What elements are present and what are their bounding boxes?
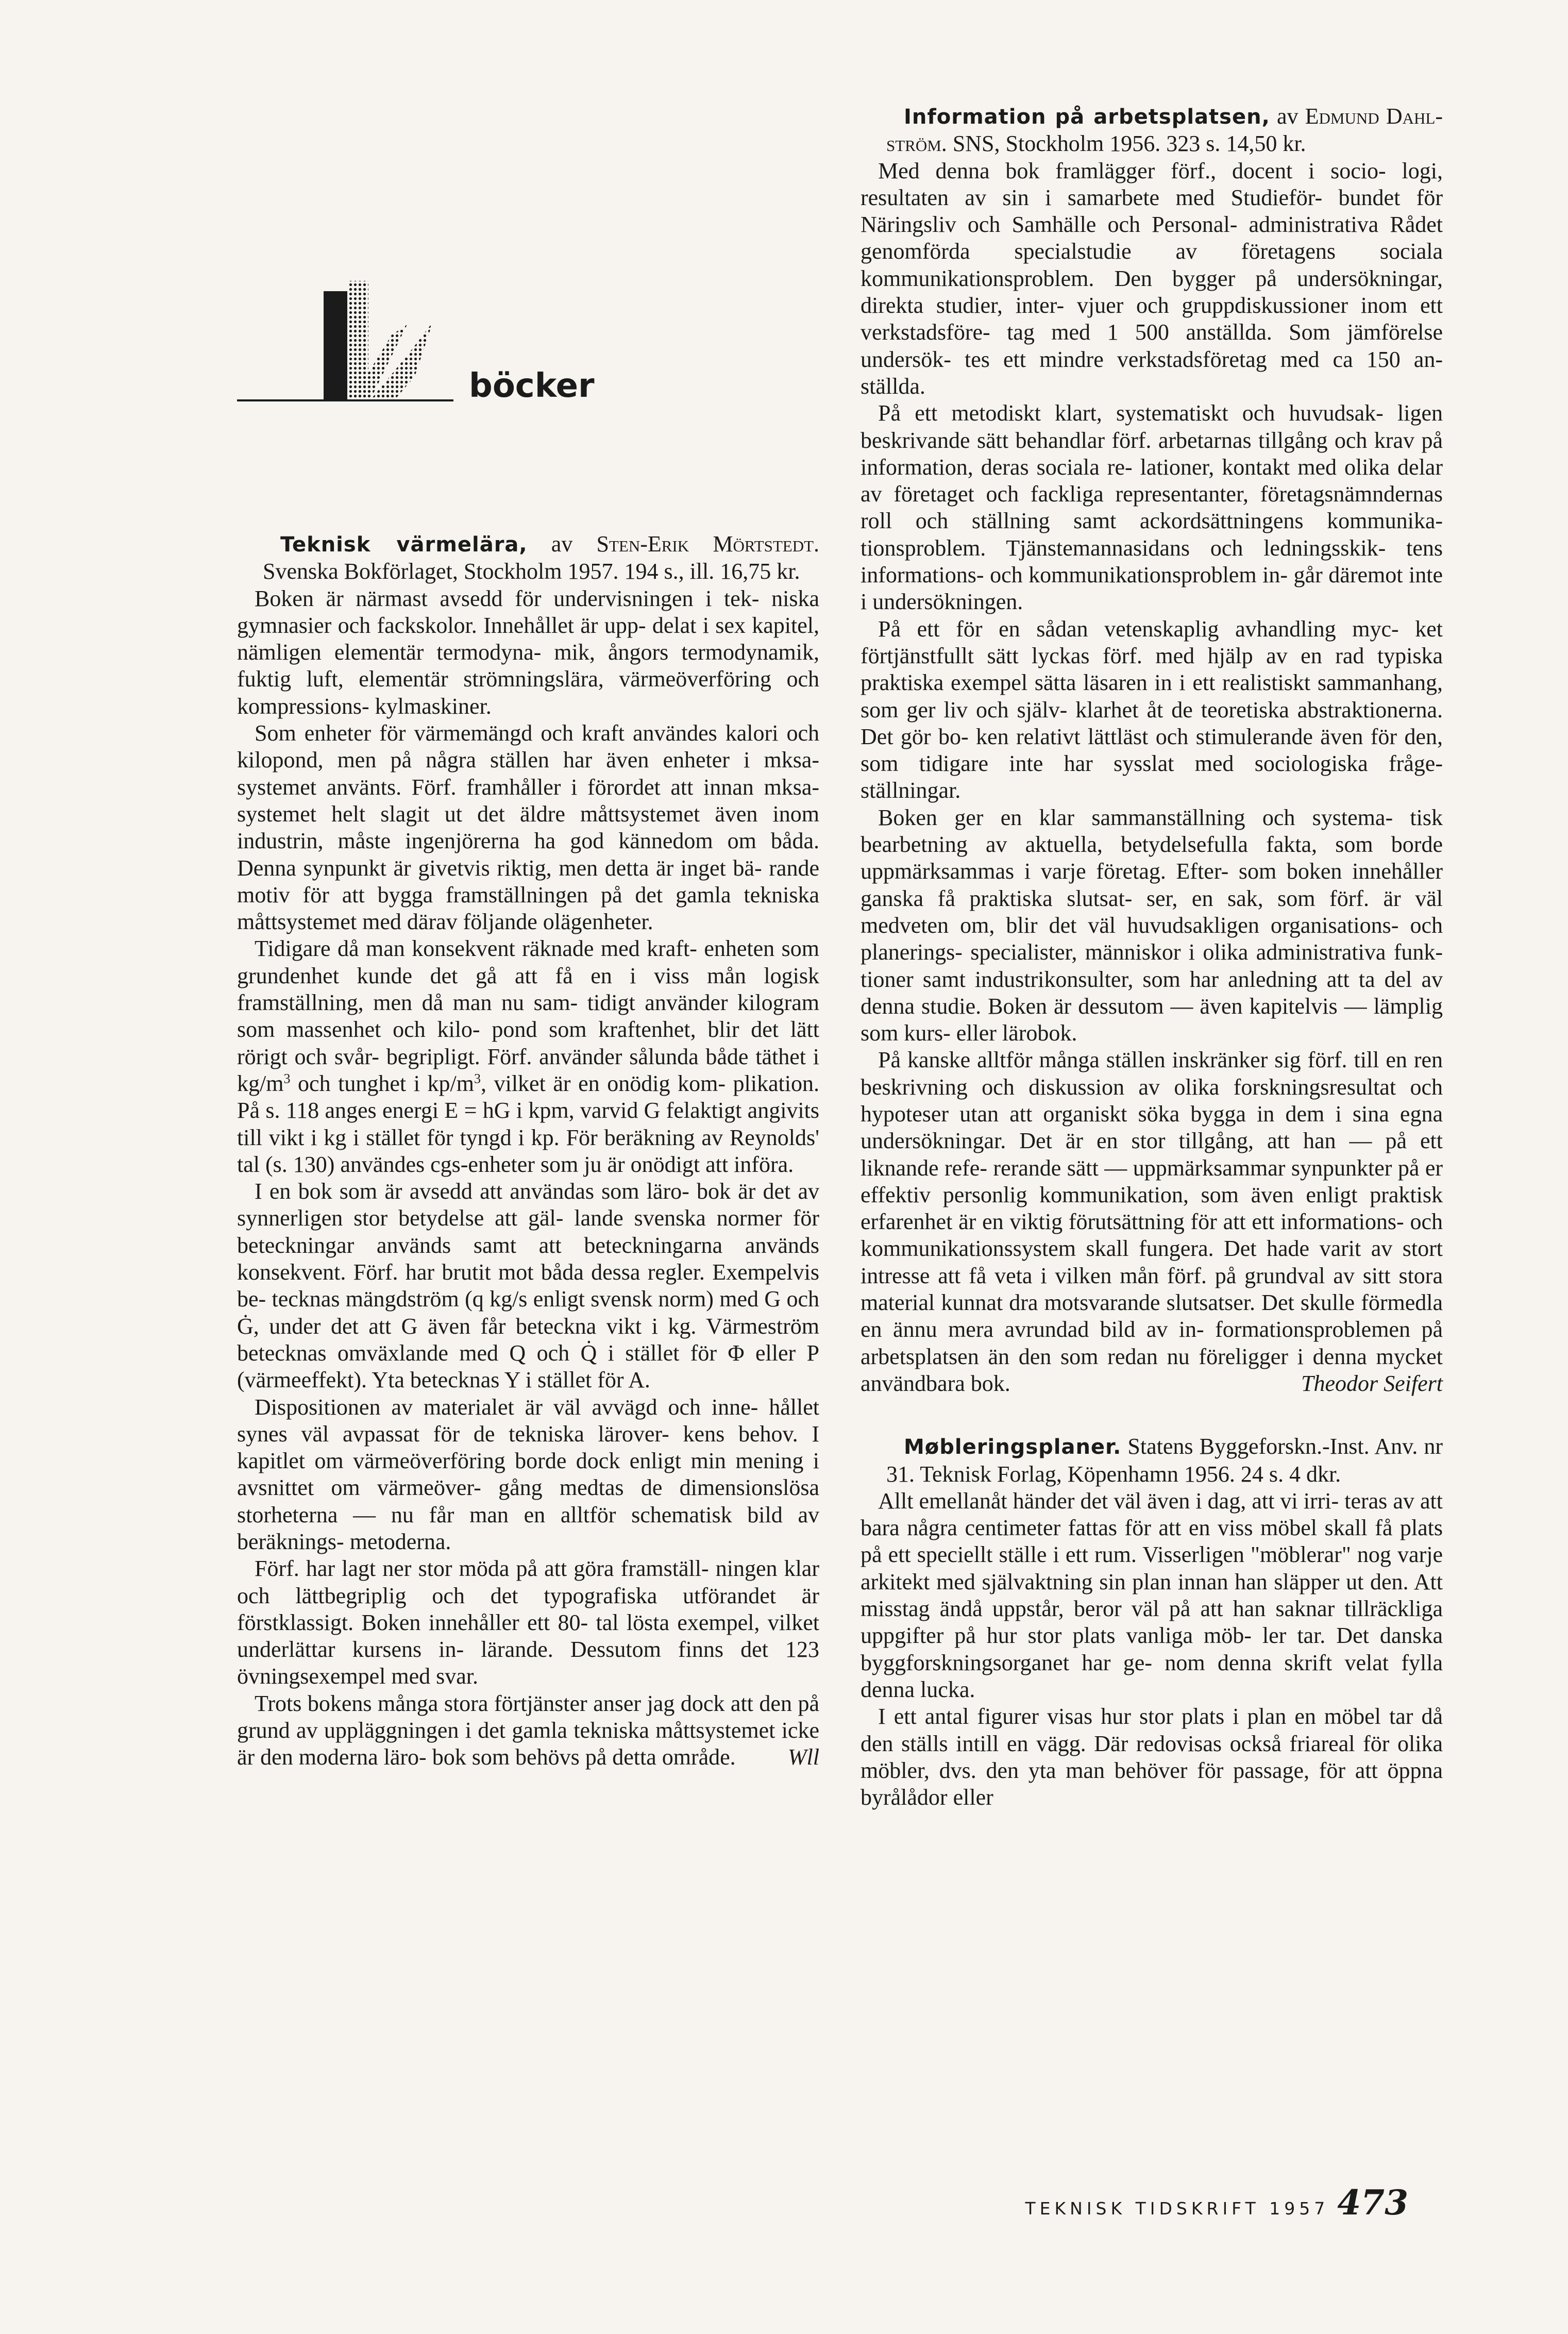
paragraph: På ett för en sådan vetenskaplig avhandling myc- ket förtjänstfullt sätt lyckas förf. med hjälp av en rad typiska praktiska exempel sätta läsaren in i ett realistiskt sammanhang, som ger liv och själv- klarhet åt de teoretiska abstraktionerna. Det gör bo- ken relativt lättläst och stimulerande även för den, som tidigare inte har sysslat med sociologiska fråge- ställningar. <box>861 616 1443 803</box>
right-column <box>861 103 1443 1811</box>
review-heading: Information på arbetsplatsen, av Edmund Dahl- ström. SNS, Stockholm 1956. 323 s. 14,50 kr. <box>886 104 1443 157</box>
paragraph: På ett metodiskt klart, systematiskt och huvudsak- ligen beskrivande sätt behandlar förf. arbetarnas tillgång och krav på information, deras sociala re- lationer, kontakt med olika delar av företaget och fackliga representanter, företagsnämndernas roll och ställning samt ackordsättningens kommunika- tionsproblem. Tjänstemannasidans och ledningsskik- tens informations- och kommunikationsproblem in- går däremot inte i undersökningen. <box>861 400 1443 615</box>
review-publisher: SNS, Stockholm 1956. 323 s. 14,50 kr. <box>952 131 1306 157</box>
review-title: Møbleringsplaner. <box>904 1435 1122 1459</box>
paragraph: I ett antal figurer visas hur stor plats i plan en möbel tar då den ställs intill en vägg. Där redovisas också friareal för olika möbler, dvs. den yta man behöver för passage, för att öppna byrålådor eller <box>861 1704 1443 1810</box>
paragraph: Som enheter för värmemängd och kraft användes kalori och kilopond, men på några ställen har även enheter i mksa-systemet använts. Förf. framhåller i förordet att innan mksa-systemet helt slagit ut det äldre måttsystemet även inom industrin, måste ingenjörerna ha god kännedom om båda. Denna synpunkt är givetvis riktig, men detta är inget bä- rande motiv för att bygga framställningen på det gamla tekniska måttsystemet med därav följande olägenheter. <box>237 720 819 935</box>
paragraph: Förf. har lagt ner stor möda på att göra framställ- ningen klar och lättbegriplig och det typografiska utförandet är förstklassigt. Boken innehåller ett 80- tal lösta exempel, vilket underlättar kursens in- lärande. Dessutom finns det 123 övningsexempel med svar. <box>237 1556 819 1689</box>
review-title: Information på arbetsplatsen, <box>904 105 1270 129</box>
paragraph: Boken ger en klar sammanställning och systema- tisk bearbetning av aktuella, betydelsefulla fakta, som borde uppmärksammas i varje företag. Efter- som boken innehåller ganska få praktiska slutsat- ser, en sak, som förf. är väl medveten om, blir det väl huvudsakligen organisations- och planerings- specialister, människor i olika administrativa funk- tioner samt industrikonsulter, som har anledning att ta del av denna studie. Boken är dessutom — även kapitelvis — lämplig som kurs- eller lärobok. <box>861 804 1443 1046</box>
section-logo <box>237 273 629 407</box>
review-author: Edmund Dahl- ström. <box>886 104 1443 157</box>
review-publisher: Svenska Bokförlaget, Stockholm 1957. 194 s., ill. 16,75 kr. <box>263 559 800 584</box>
paragraph: Dispositionen av materialet är väl avvägd och inne- hållet synes väl avpassat för de tekniska lärover- kens behov. I kapitlet om värmeöverföring borde dock enligt min mening i avsnittet om värmeöver- gång medtas de dimensionslösa storheterna — nu får man en alltför schematisk bild av beräknings- metoderna. <box>237 1394 819 1554</box>
review-author: Sten-Erik Mörtstedt. <box>596 531 820 557</box>
paragraph: På kanske alltför många ställen inskränker sig förf. till en ren beskrivning och diskussion av olika forskningsresultat och hypoteser utan att organiskt söka bygga in dem i sina egna undersökningar. Det är en stor tillgång, att han — på ett liknande refe- rerande sätt — uppmärksammar synpunkter på er effektiv personlig kommunikation, som även enligt praktisk erfarenhet är en viktig förutsättning för att ett informations- och kommunikationssystem skall fungera. Det hade varit av stort intresse att få veta i vilken mån förf. på grundval av sitt stora material kunnat dra motsvarande slutsatser. Det skulle förmedla en ännu mera avrundad bild av in- formationsproblemen på arbetsplatsen än den som redan nu föreligger i denna mycket användbara bok. Theodor Seifert <box>861 1047 1443 1397</box>
paragraph: I en bok som är avsedd att användas som läro- bok är det av synnerligen stor betydelse att gäl- lande svenska normer för beteckningar används samt att beteckningarna används konsekvent. Förf. har brutit mot båda dessa regler. Exempelvis be- tecknas mängdström (q kg/s enligt svensk norm) med G och Ġ, under det att G även får beteckna vikt i kg. Värmeström betecknas omväxlande med Q och Q̇ i stället för Φ eller P (värmeeffekt). Yta betecknas Y i stället för A. <box>237 1179 819 1393</box>
paragraph: Allt emellanåt händer det väl även i dag, att vi irri- teras av att bara några centimeter fattas för att en viss möbel skall få plats på ett speciellt ställe i ett rum. Visserligen "möblerar" nog varje arkitekt med självaktning sin plan innan han släpper ut den. Att misstag ändå uppstår, beror väl på att han saknar tillräckliga uppgifter på hur stor plats vanliga möb- ler tar. Det danska byggforskningsorganet har ge- nom denna skrift velat fylla denna lucka. <box>861 1488 1443 1702</box>
reviewer-signature: Wll <box>787 1744 819 1770</box>
page-number: 473 <box>1337 2182 1408 2223</box>
logo-word: böcker <box>469 367 595 405</box>
paragraph: Boken är närmast avsedd för undervisningen i tek- niska gymnasier och fackskolor. Innehållet är upp- delat i sex kapitel, nämligen elementär termodyna- mik, ångors termodynamik, fuktig luft, elementär strömningslära, värmeöverföring och kompressions- kylmaskiner. <box>237 585 819 719</box>
paragraph: Trots bokens många stora förtjänster anser jag dock att den på grund av uppläggningen i det gamla tekniska måttsystemet icke är den moderna läro- bok som behövs på detta område. Wll <box>237 1690 819 1771</box>
left-column <box>237 531 819 1771</box>
review-heading <box>861 1433 1443 1488</box>
reviewer-signature: Theodor Seifert <box>1301 1370 1443 1396</box>
review-title: Teknisk värmelära, <box>280 533 528 557</box>
logo-bar <box>324 291 347 400</box>
review-heading: Teknisk värmelära, av Sten-Erik Mörtstedt. Svenska Bokförlaget, Stockholm 1957. 194 s., ill. 16,75 kr. <box>263 531 820 584</box>
page-footer <box>1025 2182 1408 2223</box>
paragraph: Tidigare då man konsekvent räknade med kraft- enheten som grundenhet kunde det gå att få en i viss mån logisk framställning, men då man nu sam- tidigt använder kilogram som massenhet och kilo- pond som kraftenhet, blir det lätt rörigt och svår- begripligt. Förf. använder sålunda både täthet i $kg/m^3$ och tunghet i $kp/m^3$, vilket är en onödig kom- plikation. På s. 118 anges energi E = hG i kpm, varvid G felaktigt angivits till vikt i kg i stället för tyngd i kp. För beräkning av Reynolds' tal (s. 130) användes cgs-enheter som ju är onödigt att införa. <box>237 936 819 1177</box>
paragraph: Med denna bok framlägger förf., docent i socio- logi, resultaten av sin i samarbete med Studieför- bundet för Näringsliv och Samhälle och Personal- administrativa Rådet genomförda specialstudie av företagens sociala kommunikationsproblem. Den bygger på undersökningar, direkta studier, inter- vjuer och gruppdiskussioner inom ett verkstadsföre- tag med 1 500 anställda. Som jämförelse undersök- tes ett mindre verkstadsföretag med ca 150 an- ställda. <box>861 158 1443 399</box>
journal-name: TEKNISK TIDSKRIFT 1957 <box>1025 2198 1329 2219</box>
review-publisher: Statens Byggeforskn.-Inst. Anv. nr 31. Teknisk Forlag, Köpenhamn 1956. 24 s. 4 dkr. <box>886 1434 1443 1487</box>
